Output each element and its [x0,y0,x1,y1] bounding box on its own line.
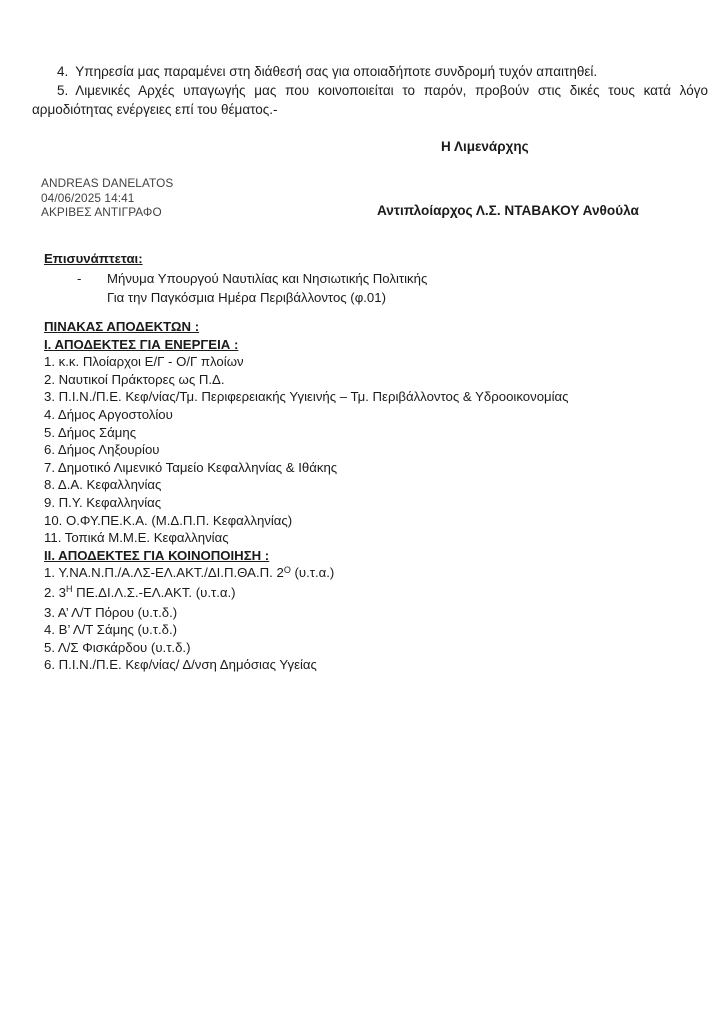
stamp-certified-copy-line: ΑΚΡΙΒΕΣ ΑΝΤΙΓΡΑΦΟ [41,205,162,220]
attachments-heading: Επισυνάπτεται: [44,251,143,266]
digital-signature-stamp [41,176,173,220]
paragraph-text: Λιμενικές Αρχές υπαγωγής μας που κοινοποιείται το παρόν, προβούν στις δικές τους κατά λόγο αρμοδιότητας ενέργειες επί του θέματος.- [32,83,708,117]
recipient-item: 4. Δήμος Αργοστολίου [44,406,173,422]
recipient-item-superscript: Η [66,584,73,595]
recipient-item: 11. Τοπικά Μ.Μ.Ε. Κεφαλληνίας [44,530,229,546]
recipient-item: 2. Ναυτικοί Πράκτορες ως Π.Δ. [44,371,225,387]
recipient-item: 10. Ο.ΦΥ.ΠΕ.Κ.Α. (Μ.Δ.Π.Π. Κεφαλληνίας) [44,512,293,528]
recipient-item-text: 2. 3 [44,584,66,600]
recipient-item: 5. Λ/Σ Φισκάρδου (υ.τ.δ.) [44,639,191,655]
paragraph-number: 4. [57,64,69,79]
paragraph-number: 5. [57,83,69,98]
recipient-item [44,584,569,604]
recipient-item: 8. Δ.Α. Κεφαλληνίας [44,477,162,493]
recipient-item [44,564,569,584]
recipient-item-text: ΠΕ.ΔΙ.Λ.Σ.-ΕΛ.ΑΚΤ. (υ.τ.α.) [72,584,236,600]
recipient-item: 3. Α’ Λ/Τ Πόρου (υ.τ.δ.) [44,604,178,620]
recipients-action-heading: Ι. ΑΠΟΔΕΚΤΕΣ ΓΙΑ ΕΝΕΡΓΕΙΑ : [44,336,239,352]
recipient-item: 9. Π.Υ. Κεφαλληνίας [44,494,162,510]
recipients-table-heading: ΠΙΝΑΚΑΣ ΑΠΟΔΕΚΤΩΝ : [44,319,200,334]
recipients-table [44,318,569,674]
attachments-block [44,250,427,307]
stamp-datetime-line: 04/06/2025 14:41 [41,190,135,205]
body-paragraphs [32,62,708,119]
recipient-item: 6. Δήμος Ληξουρίου [44,442,160,458]
attachment-item [44,270,427,307]
recipient-item-superscript: Ο [283,564,291,575]
attachment-lines [107,270,427,307]
recipient-item: 6. Π.Ι.Ν./Π.Ε. Κεφ/νίας/ Δ/νση Δημόσιας Υγείας [44,657,317,673]
signoff-role-title: Η Λιμενάρχης [441,139,529,154]
recipient-item: 4. Β’ Λ/Τ Σάμης (υ.τ.δ.) [44,622,178,638]
recipient-item-text: 1. Υ.ΝΑ.Ν.Π./Α.ΛΣ-ΕΛ.ΑΚΤ./ΔΙ.Π.ΘΑ.Π. 2 [44,565,284,581]
recipient-item: 3. Π.Ι.Ν./Π.Ε. Κεφ/νίας/Τμ. Περιφερειακής Υγιεινής – Τμ. Περιβάλλοντος & Υδροοικονομίας [44,389,569,405]
attachment-dash: - [77,271,82,287]
attachment-line-2: Για την Παγκόσμια Ημέρα Περιβάλλοντος (φ.01) [107,289,386,305]
recipient-item: 1. κ.κ. Πλοίαρχοι Ε/Γ - Ο/Γ πλοίων [44,354,244,370]
recipient-item: 5. Δήμος Σάμης [44,424,137,440]
recipients-notification-heading: ΙΙ. ΑΠΟΔΕΚΤΕΣ ΓΙΑ ΚΟΙΝΟΠΟΙΗΣΗ : [44,547,270,563]
body-paragraph-4 [32,62,708,81]
recipient-item-text: (υ.τ.α.) [290,565,335,581]
paragraph-text: Υπηρεσία μας παραμένει στη διάθεσή σας για οποιαδήποτε συνδρομή τυχόν απαιτηθεί. [75,64,598,79]
body-paragraph-5 [32,81,708,119]
recipient-item: 7. Δημοτικό Λιμενικό Ταμείο Κεφαλληνίας & Ιθάκης [44,459,338,475]
attachment-line-1: Μήνυμα Υπουργού Ναυτιλίας και Νησιωτικής Πολιτικής [107,271,428,287]
signer-name: Αντιπλοίαρχος Λ.Σ. ΝΤΑΒΑΚΟΥ Ανθούλα [377,203,639,218]
stamp-signer-line: ANDREAS DANELATOS [41,176,174,190]
